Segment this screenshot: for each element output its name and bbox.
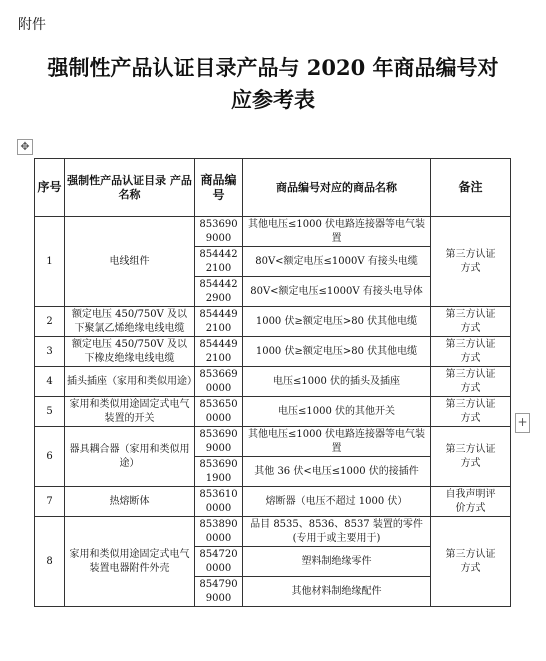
code-cell: 8536500000	[195, 397, 243, 427]
product-name-cell: 器具耦合器（家用和类似用途）	[65, 427, 195, 487]
seq-cell: 6	[35, 427, 65, 487]
note-cell: 第三方认证方式	[431, 307, 511, 337]
description-cell: 其他电压≤1000 伏电路连接器等电气装置	[243, 217, 431, 247]
note-cell: 第三方认证方式	[431, 337, 511, 367]
table-row	[35, 427, 511, 457]
product-name-cell: 家用和类似用途固定式电气装置的开关	[65, 397, 195, 427]
description-cell: 其他 36 伏<电压≤1000 伏的接插件	[243, 457, 431, 487]
table-row	[35, 217, 511, 247]
seq-cell: 2	[35, 307, 65, 337]
table-row	[35, 397, 511, 427]
product-name-cell: 额定电压 450/750V 及以下聚氯乙烯绝缘电线电缆	[65, 307, 195, 337]
code-cell: 8547909000	[195, 577, 243, 607]
description-cell: 塑料制绝缘零件	[243, 547, 431, 577]
code-cell: 8536690000	[195, 367, 243, 397]
product-name-cell: 额定电压 450/750V 及以下橡皮绝缘电线电缆	[65, 337, 195, 367]
seq-cell: 4	[35, 367, 65, 397]
product-name-cell: 热熔断体	[65, 487, 195, 517]
description-cell: 其他电压≤1000 伏电路连接器等电气装置	[243, 427, 431, 457]
code-cell: 8536901900	[195, 457, 243, 487]
code-cell: 8536100000	[195, 487, 243, 517]
note-cell: 第三方认证方式	[431, 217, 511, 307]
table-row	[35, 307, 511, 337]
attachment-label: 附件	[18, 17, 46, 33]
product-name-cell: 插头插座（家用和类似用途）	[65, 367, 195, 397]
header-note: 备注	[431, 159, 511, 217]
description-cell: 品目 8535、8536、8537 装置的零件(专用于或主要用于)	[243, 517, 431, 547]
note-cell: 自我声明评价方式	[431, 487, 511, 517]
code-cell: 8544422900	[195, 277, 243, 307]
description-cell: 电压≤1000 伏的其他开关	[243, 397, 431, 427]
description-cell: 1000 伏≥额定电压>80 伏其他电缆	[243, 337, 431, 367]
seq-cell: 5	[35, 397, 65, 427]
description-cell: 80V<额定电压≤1000V 有接头电导体	[243, 277, 431, 307]
move-cross-icon[interactable]: ✥	[17, 139, 33, 155]
seq-cell: 7	[35, 487, 65, 517]
header-code: 商品编号	[195, 159, 243, 217]
table-header-row	[35, 159, 511, 217]
description-cell: 电压≤1000 伏的插头及插座	[243, 367, 431, 397]
code-cell: 8544492100	[195, 337, 243, 367]
title-line-2: 应参考表	[231, 87, 315, 112]
description-cell: 其他材料制绝缘配件	[243, 577, 431, 607]
code-cell: 8544492100	[195, 307, 243, 337]
product-name-cell: 电线组件	[65, 217, 195, 307]
note-cell: 第三方认证方式	[431, 367, 511, 397]
code-cell: 8536909000	[195, 217, 243, 247]
plus-icon[interactable]: +	[515, 413, 530, 433]
note-cell: 第三方认证方式	[431, 517, 511, 607]
header-product-name: 强制性产品认证目录 产品名称	[65, 159, 195, 217]
description-cell: 熔断器（电压不超过 1000 伏）	[243, 487, 431, 517]
header-seq: 序号	[35, 159, 65, 217]
title-line-1: 强制性产品认证目录产品与 2020 年商品编号对	[47, 55, 499, 80]
description-cell: 1000 伏≥额定电压>80 伏其他电缆	[243, 307, 431, 337]
reference-table	[34, 158, 511, 607]
table-row	[35, 487, 511, 517]
code-cell: 8544422100	[195, 247, 243, 277]
header-description: 商品编号对应的商品名称	[243, 159, 431, 217]
table-row	[35, 517, 511, 547]
product-name-cell: 家用和类似用途固定式电气装置电器附件外壳	[65, 517, 195, 607]
code-cell: 8547200000	[195, 547, 243, 577]
seq-cell: 1	[35, 217, 65, 307]
page-title	[0, 52, 546, 116]
description-cell: 80V<额定电压≤1000V 有接头电缆	[243, 247, 431, 277]
note-cell: 第三方认证方式	[431, 397, 511, 427]
note-cell: 第三方认证方式	[431, 427, 511, 487]
seq-cell: 8	[35, 517, 65, 607]
code-cell: 8536909000	[195, 427, 243, 457]
code-cell: 8538900000	[195, 517, 243, 547]
seq-cell: 3	[35, 337, 65, 367]
table-row	[35, 367, 511, 397]
table-row	[35, 337, 511, 367]
